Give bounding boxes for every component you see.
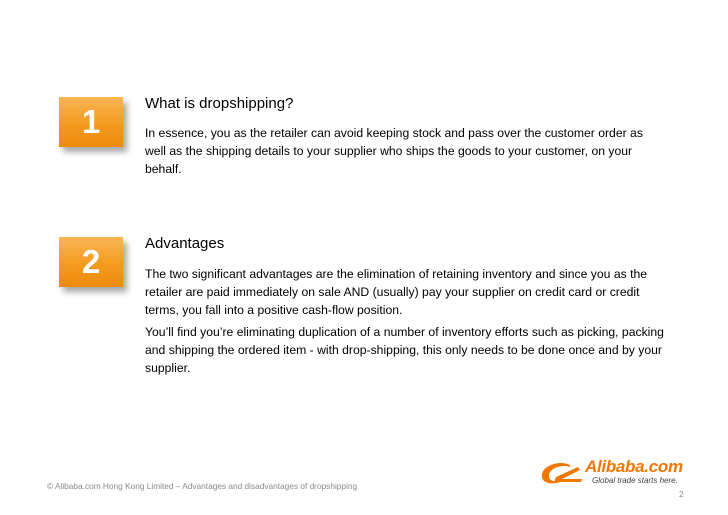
footer-copyright: © Alibaba.com Hong Kong Limited – Advantages and disadvantages of dropshipping [47,481,358,491]
page-number: 2 [679,489,684,499]
section-number-badge-1 [59,97,123,147]
section-heading-1: What is dropshipping? [145,95,294,112]
section-paragraph-1: In essence, you as the retailer can avoid keeping stock and pass over the customer order as well as the shipping details to your supplier who ships the goods to your customer, on your behalf. [145,126,643,176]
logo-tagline: Global trade starts here. [592,476,678,485]
section-paragraph-2b: You’ll find you’re eliminating duplication of a number of inventory efforts such as picking, packing and shipping the ordered item - with drop-shipping, this only needs to be done once and by your supplier. [145,325,664,375]
section-number-badge-2 [59,237,123,287]
section-heading-2: Advantages [145,235,225,252]
section-paragraph-2a: The two significant advantages are the elimination of retaining inventory and since you as the retailer are paid immediately on sale AND (usually) pay your supplier on credit card or credit terms, you fall into a positive cash-flow position. [145,267,648,317]
alibaba-logo-icon [540,461,584,487]
section-number-2: 2 [81,243,101,280]
alibaba-logo [540,455,690,491]
section-number-1: 1 [81,103,101,140]
logo-wordmark: Alibaba.com [585,457,683,476]
